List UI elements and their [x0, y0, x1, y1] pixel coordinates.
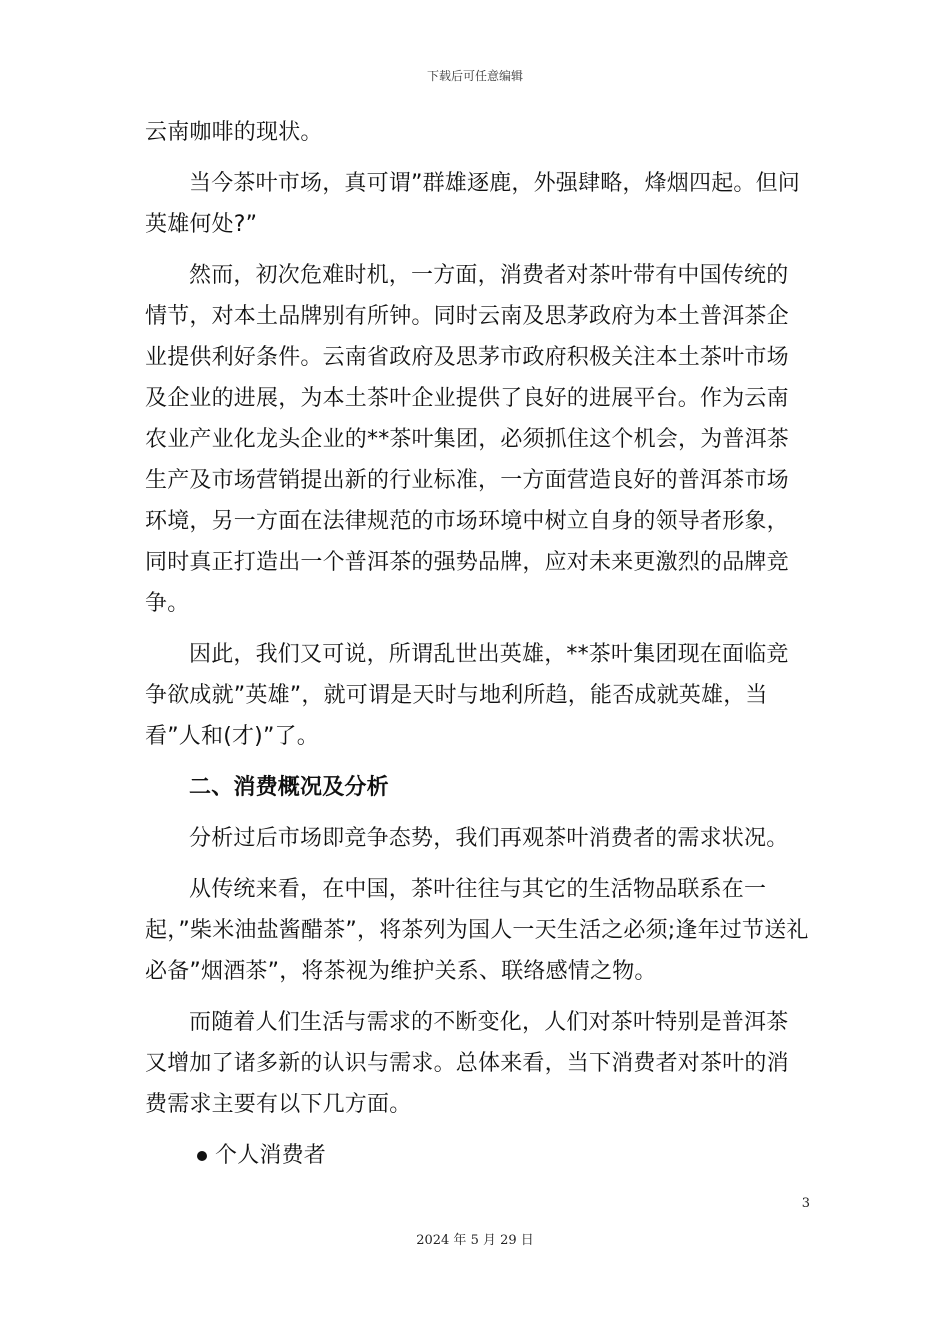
- paragraph: 而随着人们生活与需求的不断变化，人们对茶叶特别是普洱茶又增加了诸多新的认识与需求。总体来看，当下消费者对茶叶的消费需求主要有以下几方面。: [145, 1010, 789, 1117]
- paragraph: 然而，初次危难时机，一方面，消费者对茶叶带有中国传统的情节，对本土品牌别有所钟。同时云南及思茅政府为本土普洱茶企业提供利好条件。云南省政府及思茅市政府积极关注本土茶叶市场及企业的进展，为本土茶叶企业提供了良好的进展平台。作为云南农业产业化龙头企业的**茶叶集团，必须抓住这个机会，为普洱茶生产及市场营销提出新的行业标准，一方面营造良好的普洱茶市场环境，另一方面在法律规范的市场环境中树立自身的领导者形象，同时真正打造出一个普洱茶的强势品牌，应对未来更激烈的品牌竞争。: [145, 263, 790, 616]
- page-header: 下载后可任意编辑: [426, 69, 523, 83]
- section-heading: 二、消费概况及分析: [189, 775, 389, 800]
- bullet-dot-icon: [197, 1151, 207, 1161]
- paragraph: 因此，我们又可说，所谓乱世出英雄，**茶叶集团现在面临竞争欲成就”英雄”，就可谓是天时与地利所趋，能否成就英雄，当看”人和(才)”了。: [145, 642, 789, 749]
- bullet-text: 个人消费者: [215, 1143, 327, 1168]
- paragraph: 云南咖啡的现状。: [145, 120, 323, 145]
- bullet-item: [145, 1135, 810, 1176]
- document-body: [145, 112, 810, 1176]
- page-number: 3: [801, 1196, 810, 1211]
- paragraph: 分析过后市场即竞争态势，我们再观茶叶消费者的需求状况。: [189, 826, 789, 851]
- paragraph: 当今茶叶市场，真可谓”群雄逐鹿，外强肆略，烽烟四起。但问英雄何处?”: [145, 171, 800, 237]
- paragraph: 从传统来看，在中国，茶叶往往与其它的生活物品联系在一起，”柴米油盐酱醋茶”，将茶列为国人一天生活之必须;逢年过节送礼必备”烟酒茶”，将茶视为维护关系、联络感情之物。: [145, 877, 809, 984]
- page-footer-date: 2024 年 5 月 29 日: [416, 1233, 534, 1248]
